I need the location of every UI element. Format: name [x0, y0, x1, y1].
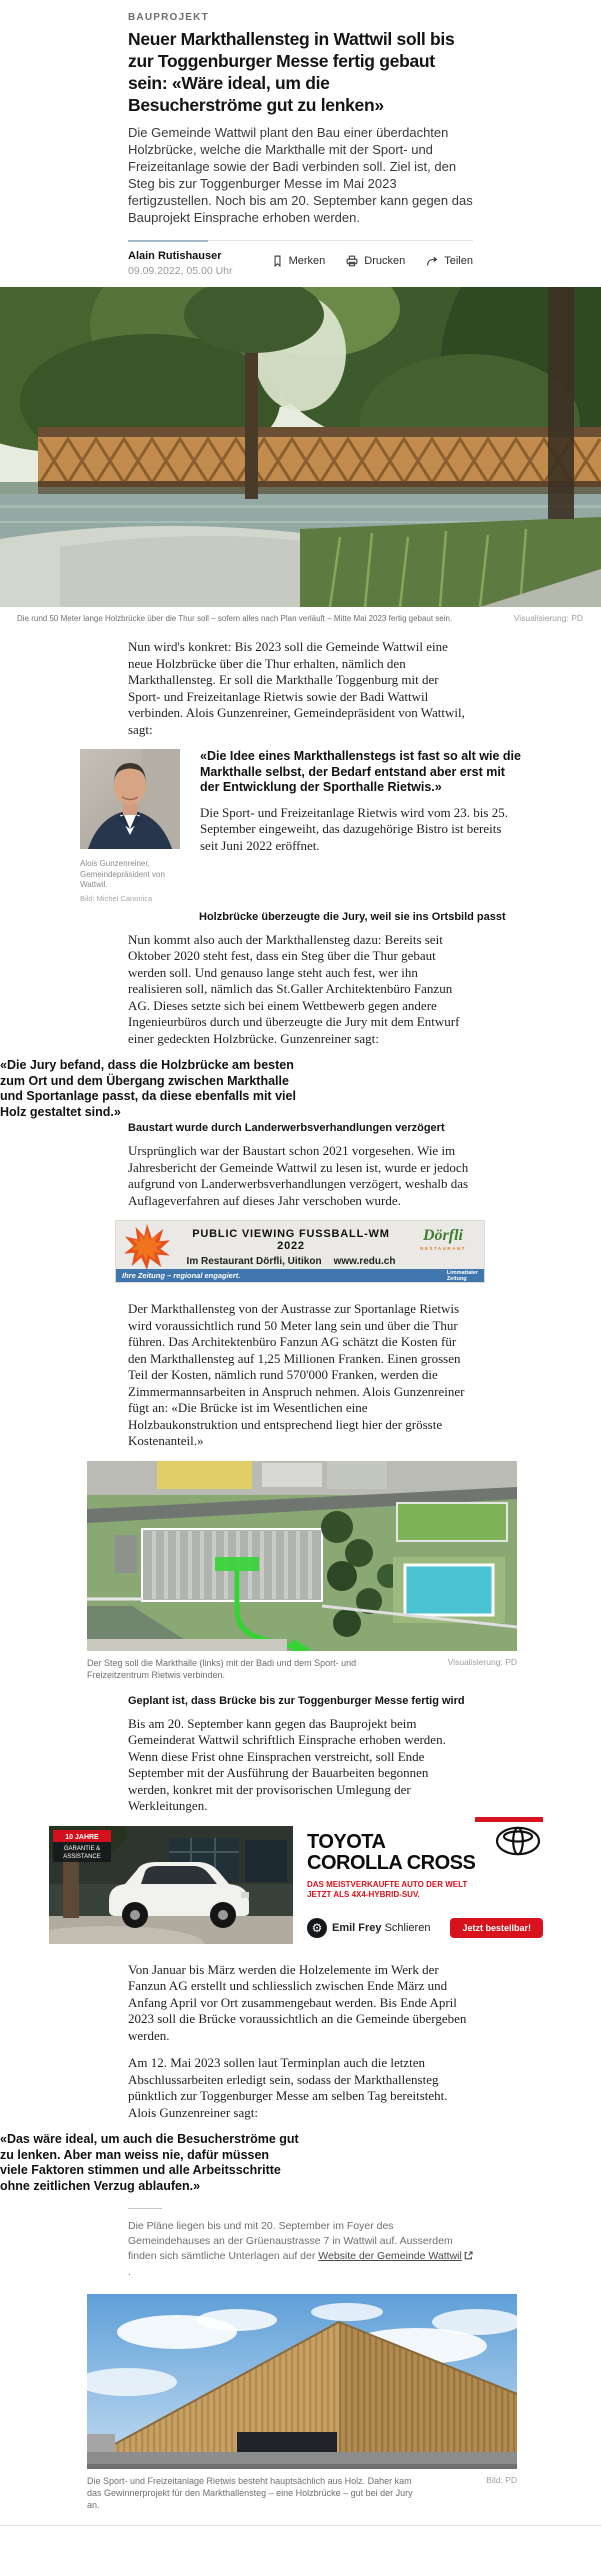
- paragraph-2: Die Sport- und Freizeitanlage Rietwis wird vom 23. bis 25. September eingeweiht, das dazugehörige Bistro ist bereits seit Juni 2022 eröffnet.: [200, 804, 508, 853]
- warranty-badge: [53, 1830, 111, 1862]
- building-caption-row: [87, 2469, 517, 2511]
- plans-footnote: [128, 2219, 473, 2280]
- ad-subline: [178, 1256, 404, 1267]
- ad-url[interactable]: www.redu.ch: [333, 1256, 396, 1267]
- newspaper-slogan: Ihre Zeitung – regional engagiert.: [122, 1271, 241, 1280]
- dealer-row: [307, 1918, 543, 1938]
- subhead-3: Geplant ist, dass Brücke bis zur Toggenburger Messe fertig wird: [128, 1694, 465, 1707]
- portrait-caption: Alois Gunzenreiner, Gemeindepräsident von Wattwil.: [80, 859, 165, 889]
- ad-title: TOYOTA COROLLA CROSS: [307, 1830, 476, 1874]
- hero-caption: Die rund 50 Meter lange Holzbrücke über die Thur soll – sofern alles nach Plan verläuft – Mitte Mai 2023 fertig gebaut sein.: [17, 614, 453, 623]
- building-caption: Die Sport- und Freizeitanlage Rietwis besteht hauptsächlich aus Holz. Daher kam das Gewinnerprojekt für den Markthallensteg – eine Holzbrücke – gut bei der Jury an.: [87, 2476, 413, 2510]
- svg-text:10 JAHRE: 10 JAHRE: [65, 1833, 99, 1841]
- byline-row: [128, 240, 473, 277]
- car-photo: [49, 1826, 293, 1949]
- ad-copy: [178, 1228, 404, 1267]
- paragraph-8: Am 12. Mai 2023 sollen laut Terminplan auch die letzten Abschlussarbeiten erledigt sein, sodass der Markthallensteg pünktlich zur Toggenburger Messe am selben Tag bereitsteht. Alois Gunzenreiner sagt:: [128, 2055, 448, 2120]
- aerial-image: [87, 1461, 517, 1651]
- aerial-figure: [87, 1461, 517, 1681]
- hero-figure: [0, 287, 601, 625]
- article-lead: Die Gemeinde Wattwil plant den Bau einer überdachten Holzbrücke, welche die Markthalle mit der Sport- und Freizeitanlage sowie der Badi verbinden soll. Ziel ist, den Steg bis zur Toggenburger Messe im Mai 2023 fertigzustellen. Noch bis am 20. September kann gegen das Bauprojekt Einsprache erhoben werden.: [128, 125, 473, 225]
- ad-venue: Im Restaurant Dörfli, Uitikon: [186, 1256, 322, 1267]
- share-label: Teilen: [444, 255, 473, 267]
- ad-accent-bar: [475, 1817, 543, 1822]
- print-label: Drucken: [364, 255, 406, 267]
- paragraph-6: Bis am 20. September kann gegen das Bauprojekt beim Gemeinderat Wattwil schriftlich Einsprache erhoben werden. Wenn diese Frist ohne Einsprachen verstreicht, soll Ende September mit der Ausführung der Bauarbeiten begonnen werden, konkret mit der provisorischen Umlegung der Werkleitungen.: [128, 1715, 446, 1813]
- quote-portrait-row: [80, 749, 521, 903]
- bookmark-icon: [271, 254, 284, 268]
- gemeinde-wattwil-link[interactable]: Website der Gemeinde Wattwil: [318, 2250, 462, 2262]
- newspaper-bar: [116, 1269, 484, 1282]
- doerfli-logo: Dörfli RESTAURANT: [420, 1227, 466, 1251]
- dealer-name: Emil Frey Schlieren: [332, 1921, 431, 1934]
- subhead-1: Holzbrücke überzeugte die Jury, weil sie ins Ortsbild passt: [199, 910, 506, 923]
- bookmark-button[interactable]: [271, 254, 326, 268]
- ad-tagline: DAS MEISTVERKAUFTE AUTO DER WELT JETZT ALS 4X4-HYBRID-SUV.: [307, 1879, 468, 1899]
- article-page: [0, 12, 601, 2526]
- building-figure: [87, 2294, 517, 2511]
- external-link-icon: [464, 2250, 473, 2265]
- portrait-image: [80, 749, 180, 849]
- aerial-caption-row: [87, 1651, 517, 1681]
- building-credit: Bild: PD: [486, 2475, 517, 2485]
- publish-date: 09.09.2022, 05.00 Uhr: [128, 265, 233, 277]
- bottom-divider: [0, 2525, 601, 2526]
- portrait-block: [80, 749, 180, 903]
- paragraph-7: Von Januar bis März werden die Holzelemente im Werk der Fanzun AG erstellt und schliesslich zwischen Ende März und Anfang April vor Ort zusammengebaut werden. Bis Ende April 2023 soll die Brücke voraussichtlich an die Gemeinde übergeben werden.: [128, 1961, 467, 2043]
- paragraph-4: Ursprünglich war der Baustart schon 2021 vorgesehen. Wie im Jahresbericht der Gemeinde Wattwil zu lesen ist, wurde er jedoch aufgrund von Landerwerbsverhandlungen verzögert, weshalb das Auflageverfahren auf dieses Jahr verschoben wurde.: [128, 1143, 469, 1208]
- article-actions: [271, 250, 473, 268]
- bookmark-label: Merken: [288, 255, 326, 267]
- share-icon: [425, 254, 439, 268]
- quote-column: [200, 749, 521, 903]
- kicker: BAUPROJEKT: [128, 12, 209, 23]
- quote-3: «Das wäre ideal, um auch die Besucherströme gut zu lenken. Aber man weiss nie, dafür müssen viele Faktoren stimmen und alle Arbeitsschritte ohne zeitlichen Verzug ablaufen.»: [0, 2132, 299, 2193]
- printer-icon: [345, 254, 359, 268]
- section-divider: [128, 2208, 162, 2209]
- quote-1: «Die Idee eines Markthallenstegs ist fast so alt wie die Markthalle selbst, der Bedarf entstand aber erst mit der Entwicklung der Sporthalle Rietwis.»: [200, 749, 521, 794]
- aerial-credit: Visualisierung: PD: [447, 1656, 517, 1667]
- author-name: Alain Rutishauser: [128, 250, 222, 262]
- svg-text:ASSISTANCE: ASSISTANCE: [63, 1853, 101, 1860]
- toyota-ad-panel: [307, 1826, 543, 1944]
- hero-credit: Visualisierung: PD: [513, 613, 583, 623]
- toyota-logo: [495, 1826, 541, 1861]
- paragraph-3: Nun kommt also auch der Markthallensteg dazu: Bereits seit Oktober 2020 steht fest, dass ein Steg über die Thur gebaut werden soll. Und genauso lange steht auch fest, wer ihn realisieren soll, nämlich das St.Galler Architektenbüro Fanzun AG. Dieses setzte sich bei einem Wettbewerb gegen andere Ingenieurbüros durch und überzeugte die Jury mit dem Entwurf einer gedeckten Holzbrücke. Gunzenreiner sagt:: [128, 931, 460, 1046]
- footnote-period: .: [128, 2266, 131, 2278]
- emil-frey-logo-icon: ⚙: [307, 1918, 327, 1938]
- share-button[interactable]: [425, 254, 473, 268]
- quote-2: «Die Jury befand, dass die Holzbrücke am besten zum Ort und dem Übergang zwischen Markthalle und Sportanlage passt, da diese ebenfalls mit viel Holz gestaltet sind.»: [0, 1058, 296, 1119]
- print-button[interactable]: [345, 254, 405, 268]
- portrait-credit: Bild: Michel Canonica: [80, 893, 153, 903]
- aerial-caption: Der Steg soll die Markthalle (links) mit der Badi und dem Sport- und Freizeitzentrum Rietwis verbinden.: [87, 1657, 357, 1680]
- hero-image: [0, 287, 601, 607]
- limmattaler-zeitung-logo: Limmattaler Zeitung: [446, 1269, 478, 1282]
- building-image: [87, 2294, 517, 2469]
- ad-headline: PUBLIC VIEWING FUSSBALL-WM 2022: [192, 1228, 390, 1252]
- footnote-text: Die Pläne liegen bis und mit 20. September im Foyer des Gemeindehauses an der Grüenaustrasse 7 in Wattwil auf. Ausserdem finden sich sämtliche Unterlagen auf der: [128, 2220, 453, 2262]
- order-now-button[interactable]: Jetzt bestellbar!: [450, 1918, 543, 1938]
- hero-caption-row: [0, 607, 601, 625]
- paragraph-5: Der Markthallensteg von der Austrasse zur Sportanlage Rietwis wird voraussichtlich rund 50 Meter lang sein und über die Thur führen. Das Architektenbüro Fanzun AG schätzt die Kosten für den Markthallensteg auf 1,25 Millionen Franken. Einen grossen Teil der Kosten, nämlich rund 570'000 Franken, werden die Zimmermannsarbeiten in Anspruch nehmen. Alois Gunzenreiner fügt an: «Die Brücke ist im Wesentlichen eine Holzbaukonstruktion und entsprechend liegt hier der grösste Kostenanteil.»: [128, 1301, 465, 1448]
- paragraph-1: Nun wird's konkret: Bis 2023 soll die Gemeinde Wattwil eine neue Holzbrücke über die Thur erhalten, nämlich den Markthallensteg. Er soll die Markthalle Toggenburg mit der Sport- und Freizeitanlage Rietwis sowie der Badi Wattwil verbinden. Alois Gunzenreiner, Gemeindepräsident von Wattwil, sagt:: [128, 639, 465, 737]
- toyota-ad[interactable]: [49, 1826, 543, 1944]
- subhead-2: Baustart wurde durch Landerwerbsverhandlungen verzögert: [128, 1122, 445, 1134]
- starburst-icon: [124, 1224, 170, 1275]
- page-title: Neuer Markthallensteg in Wattwil soll bis zur Toggenburger Messe fertig gebaut sein: «Wäre ideal, um die Besucherströme gut zu lenken»: [128, 29, 455, 115]
- svg-text:GARANTIE &: GARANTIE &: [63, 1845, 101, 1852]
- public-viewing-ad[interactable]: [115, 1220, 485, 1283]
- byline: [128, 250, 233, 277]
